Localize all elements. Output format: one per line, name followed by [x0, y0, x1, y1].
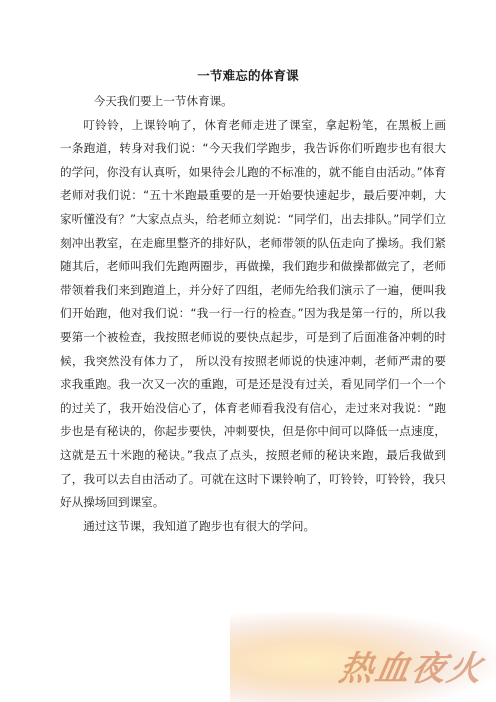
- paragraph-main: 叮铃铃，上课铃响了，休育老师走进了课室，拿起粉笔，在黑板上画 一条跑道，转身对我们说：“今天我们学跑步，我告诉你们听跑步也有很大的学问，你没有认真听，如果待会儿跑的不标准的，就不能自由活动。”体育老师对我们说：“五十米跑最重要的是一开始要快速起步，最后要冲刺，大家听懂没有？”大家点点头，给老师立刻说：“同学们，出去排队。”同学们立刻冲出教室，在走廊里整齐的排好队，老师带领的队伍走向了操场。我们紧随其后，老师叫我们先跑两圈步，再做操，我们跑步和做操都做完了，老师带领着我们来到跑道上，并分好了四组，老师先给我们演示了一遍，便叫我们开始跑，他对我们说：“我一行一行的检查。”因为我是第一行的，所以我要第一个被检查，我按照老师说的要快点起步，可是到了后面准备冲刺的时候，我突然没有体力了， 所以没有按照老师说的快速冲刺，老师严肃的要求我重跑。我一次又一次的重跑，可是还是没有过关，看见同学们一个一个的过关了，我开始没信心了，体育老师看我没有信心，走过来对我说：“跑步也是有秘诀的，你起步要快，冲刺要快，但是你中间可以降低一点速度，这就是五十米跑的秘诀。”我点了点头，按照老师的秘诀来跑，最后我做到了，我可以去自由活动了。可就在这时下课铃响了，叮铃铃，叮铃铃，我只好从操场回到课室。: [60, 117, 446, 510]
- watermark-text: 热血夜火: [335, 649, 487, 689]
- document-title: 一节难忘的体育课: [197, 68, 299, 83]
- document-body: [60, 90, 446, 538]
- watermark-logo: [230, 612, 496, 702]
- paragraph-conclusion: 通过这节课，我知道了跑步也有很大的学问。: [83, 518, 316, 533]
- paragraph-intro: 今天我们要上一节休育课。: [93, 94, 233, 108]
